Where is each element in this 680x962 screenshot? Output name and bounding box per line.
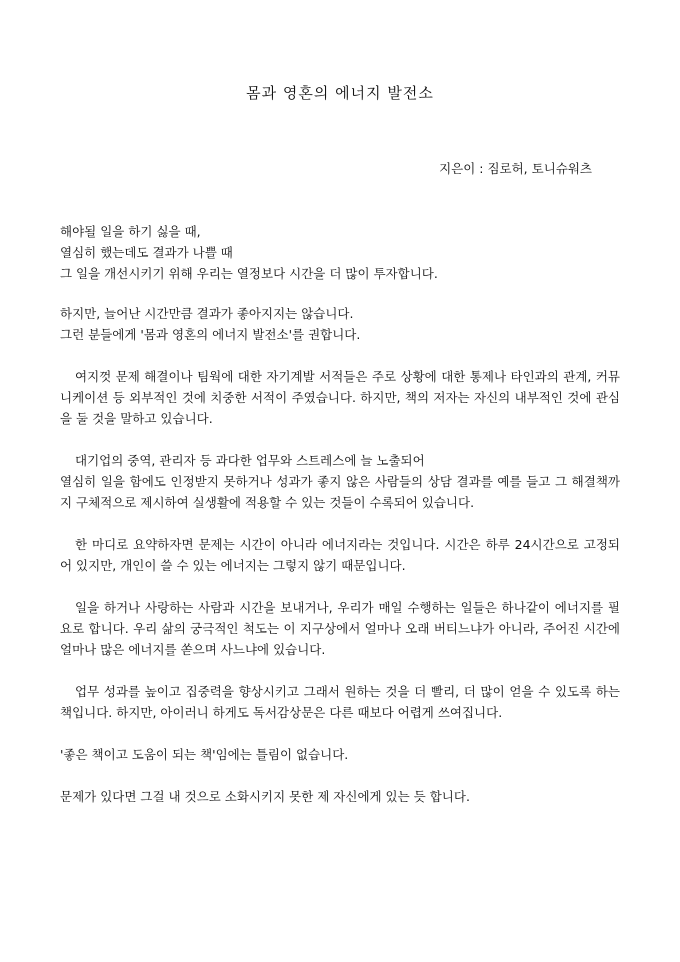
paragraph-closing: 문제가 있다면 그걸 내 것으로 소화시키지 못한 제 자신에게 있는 듯 합니다. xyxy=(60,789,470,804)
paragraph-self-help: 여지껏 문제 해결이나 팀웍에 대한 자기계발 서적들은 주로 상황에 대한 통제나 타인과의 관계, 커뮤니케이션 등 외부적인 것에 치중한 서적이 주였습니다. 하지만, 책의 저자는 자신의 내부적인 것에 관심을 둘 것을 말하고 있습니다. xyxy=(60,369,620,426)
paragraph-performance: 업무 성과를 높이고 집중력을 향상시키고 그래서 원하는 것을 더 빨리, 더 많이 얻을 수 있도록 하는 책입니다. 하지만, 아이러니 하게도 독서감상문은 다른 때보다 어렵게 쓰여집니다. xyxy=(60,684,620,720)
text-line: 하지만, 늘어난 시간만큼 결과가 좋아지지는 않습니다. xyxy=(60,306,354,321)
paragraph-energy: 일을 하거나 사랑하는 사람과 시간을 보내거나, 우리가 매일 수행하는 일들은 하나같이 에너지를 필요로 합니다. 우리 삶의 궁극적인 척도는 이 지구상에서 얼마나 오래 버티느냐가 아니라, 주어진 시간에 얼마나 많은 에너지를 쏟으며 사느냐에 있습니다. xyxy=(60,600,620,657)
paragraph-recommend xyxy=(60,303,620,345)
author-line: 지은이 : 짐로허, 토니슈워츠 xyxy=(439,161,592,176)
text-line: 그런 분들에게 '몸과 영혼의 에너지 발전소'를 권합니다. xyxy=(60,327,361,342)
paragraph-text: 열심히 일을 함에도 인정받지 못하거나 성과가 좋지 않은 사람들의 상담 결과를 예를 들고 그 해결책까지 구체적으로 제시하여 실생활에 적용할 수 있는 것들이 수록되어 있습니다. xyxy=(60,474,620,510)
paragraph-intro xyxy=(60,221,620,284)
paragraph-good-book: '좋은 책이고 도움이 되는 책'임에는 틀림이 없습니다. xyxy=(60,747,349,762)
document-title: 몸과 영혼의 에너지 발전소 xyxy=(246,84,434,102)
document-body xyxy=(60,221,620,828)
text-line: 열심히 했는데도 결과가 나쁠 때 xyxy=(60,245,233,260)
paragraph-summary: 한 마디로 요약하자면 문제는 시간이 아니라 에너지라는 것입니다. 시간은 하루 24시간으로 고정되어 있지만, 개인이 쓸 수 있는 에너지는 그렇지 않기 때문입니다. xyxy=(60,537,620,573)
text-line: 해야될 일을 하기 싫을 때, xyxy=(60,224,201,239)
text-line: 그 일을 개선시키기 위해 우리는 열정보다 시간을 더 많이 투자합니다. xyxy=(60,266,438,281)
paragraph-executives xyxy=(60,450,620,513)
text-line: 대기업의 중역, 관리자 등 과다한 업무와 스트레스에 늘 노출되어 xyxy=(75,453,425,468)
